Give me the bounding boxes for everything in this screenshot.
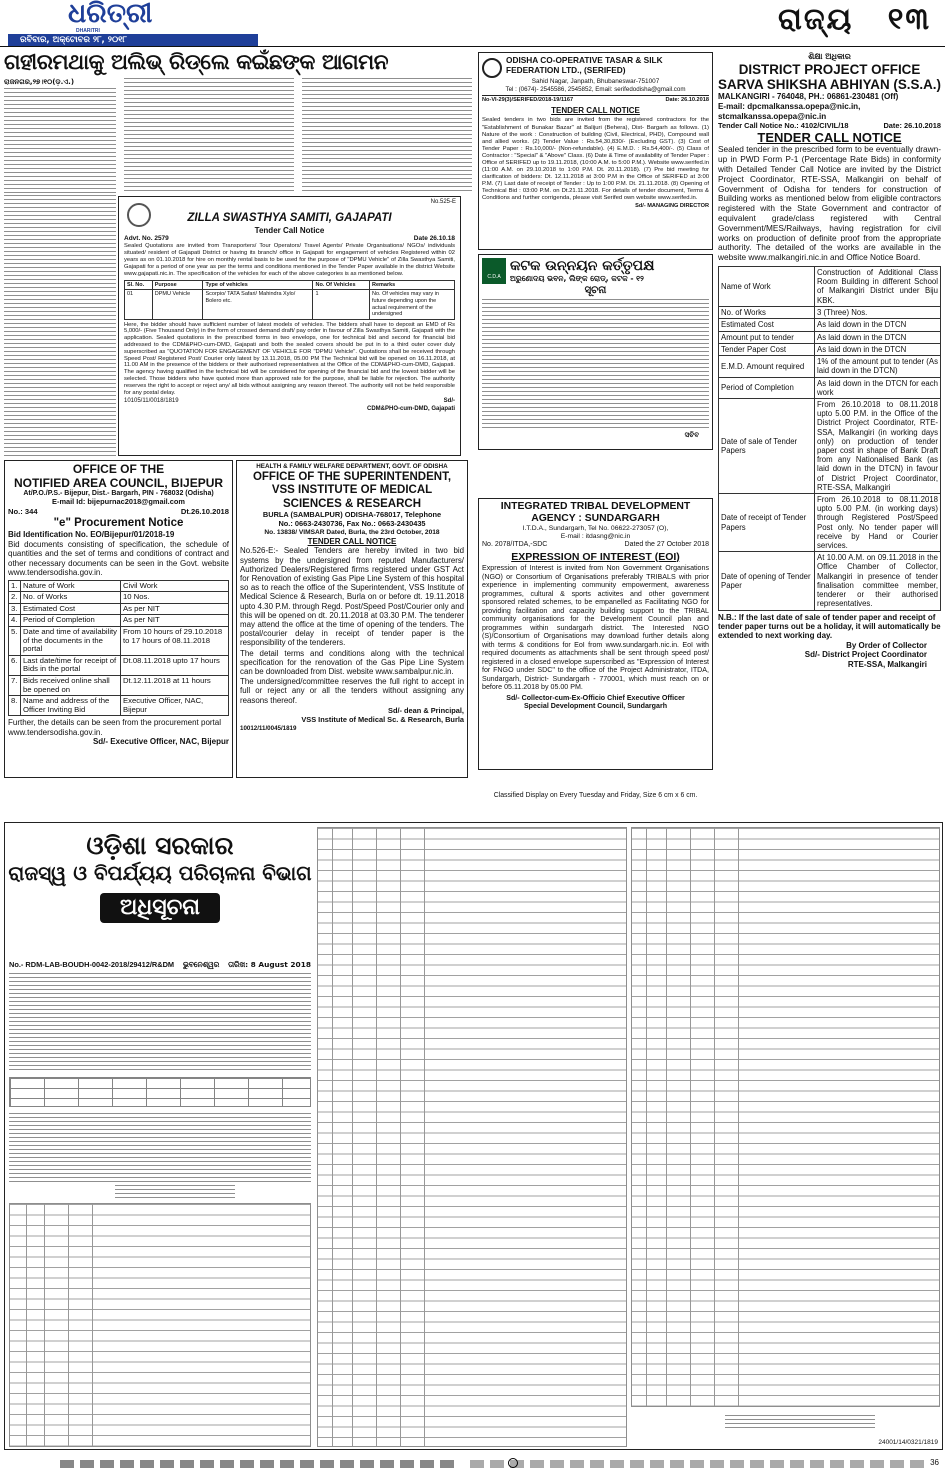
zss-sign2: CDM&PHO-cum-DMD, Gajapati <box>366 405 455 412</box>
nac-foot: Further, the details can be seen from the procurement portal www.tendersodisha.gov.in. <box>8 718 222 737</box>
itda-t1: INTEGRATED TRIBAL DEVELOPMENT <box>500 501 691 512</box>
nac-sign: Sd/- Executive Officer, NAC, Bijepur <box>92 737 229 747</box>
vss-ref2: 10012/11/0045/1819 <box>240 724 297 732</box>
ssa-table-row <box>719 552 941 610</box>
vss-dept: HEALTH & FAMILY WELFARE DEPARTMENT, GOVT. OF ODISHA <box>256 463 448 470</box>
masthead <box>0 0 945 46</box>
ssa-row-value: As laid down in the DTCN <box>815 331 941 343</box>
itda-title: EXPRESSION OF INTEREST (EOI) <box>511 550 680 563</box>
zss-sign1: Sd/- <box>443 398 455 405</box>
nac-row-label: Name and address of the Officer Inviting Bid <box>21 696 121 716</box>
itda-date: Dated the 27 October 2018 <box>624 541 709 549</box>
section-title <box>778 2 931 38</box>
ssa-addr: MALKANGIRI - 764048, PH.: 06861-230481 (Off) <box>718 91 899 101</box>
zss-th-remarks: Remarks <box>370 280 455 290</box>
tasar-body: Sealed tenders in two bids are invited from the registered contractors for the "Establishment of Bunakar Bazar" at Balijuri (Behera), Dist- Bargarh as follows. (1) Nature of the work : Construction of building (Civil, Electrical, PHD), Compound wall and allied works. (2) Tender Value : Rs.54,30,830/- (Excluding GST). (3) Cost of Tender Paper : Rs.10,000/- (Non-refundable). (4) E.M.D. : Rs.54,400/-. (5) Class of Contractor : "Special" & "Above" Class. (6) Date & Time of availability of Tender Paper : Office of SERIFED up to 19.11.2018, (10:00 A.M. to 5:00 P.M.). Website www.serifed.in (11:00 A.M. on 29.10.2018 to 1:00 P.M. Dt. 20.11.2018). (7) Pre bid meeting for clarification of bidders: Dt. 12.11.2018 at 3:00 P.M in the Office of SERIFED at 3:00 P.M. (7) Last date of receipt of Tender : Up to 1:00 P.M. Dt. 21.11.2018. (8) Opening of Technical Bid : 03:00 P.M. on Dt.21.11.2018. For details of tender document, Terms & Conditions and further corrigenda, please visit Serifed own website www.serifed.in. <box>482 117 709 202</box>
cda-addr: ଅରୁଣୋଦୟ ଭବନ, ଲିଙ୍କ ରୋଡ୍, କଟକ - ୧୨ <box>510 274 644 284</box>
ssa-email1: E-mail: dpcmalkanssa.opepa@nic.in, <box>718 101 861 111</box>
nac-table-row <box>9 580 229 592</box>
itda-body: Expression of Interest is invited from Non Government Organisations (NGO) or Consortium of Organisations preferably TRIBALS with prior experience in implementing community empowerment, awareness programmes, cultural & sports activites and other government sponsored related schemes, to be empanelled as Facilitating NGO for providing facilitation and capacity building support to the TRIBAL community organisations for the Development Council plan and programmes within sundargarh district. The Interested NGO (S)/Consortium of Organisations may download further details along with terms & conditions for EoI from www.sundargarh.nic.in. EoI with required documents as attachments shall be sent through speed post/ registered in a closed envelope superscribed as "Expression of Interest for FNGO under SDC" to the office of the Project Administrator, ITDA, Sundargarh, District- Sundargarh - 770001, which must reach on or before 05.11.2018 by 05.00 PM. <box>482 564 709 692</box>
tasar-sign: Sd/- MANAGING DIRECTOR <box>635 202 709 209</box>
nac-row-num: 1. <box>9 580 21 592</box>
ssa-row-label: Date of opening of Tender Paper <box>719 552 815 610</box>
zss-th-type: Type of vehicles <box>203 280 313 290</box>
zss-sub: Tender Call Notice <box>254 225 325 235</box>
ssa-sign2: Sd/- District Project Coordinator <box>804 650 927 660</box>
dharitri-logo <box>68 0 188 34</box>
cda-body-text <box>482 299 709 431</box>
ssa-row-value: As laid down in the DTCN for each work <box>815 377 941 398</box>
revenue-ref-foot: 24001/14/0321/1819 <box>878 1439 938 1447</box>
vss-addr: BURLA (SAMBALPUR) ODISHA-768017, Telephone <box>262 510 442 520</box>
nac-table <box>8 580 229 717</box>
ssa-table-row <box>719 267 941 307</box>
ssa-row-value: As laid down in the DTCN <box>815 319 941 331</box>
vss-tender-notice <box>236 460 468 778</box>
cda-sign: ସଚିବ <box>684 431 699 439</box>
masthead-rule <box>0 46 945 47</box>
schedule-table-left <box>9 1203 311 1447</box>
revenue-header <box>5 823 315 955</box>
nac-table-row <box>9 655 229 675</box>
zss-td-purpose: DPMU Vehicle <box>152 290 203 319</box>
nac-row-value: As per NIT <box>121 615 229 627</box>
tasar-address: Sahid Nagar, Janpath, Bhubaneswar-751007 <box>531 78 660 85</box>
print-color-bar <box>0 1456 945 1472</box>
ssa-row-label: Date of sale of Tender Papers <box>719 399 815 494</box>
ssa-table <box>718 266 941 610</box>
nac-row-value: As per NIT <box>121 603 229 615</box>
cda-logo: C.D.A <box>482 258 506 284</box>
nac-table-row <box>9 603 229 615</box>
vss-sign1: Sd/- dean & Principal, <box>388 705 464 715</box>
ssa-row-value: 1% of the amount put to tender (As laid down in the DTCN) <box>815 356 941 377</box>
ssa-row-value: From 26.10.2018 to 08.11.2018 upto 5.00 P.M. (in working days) through Registered Post/Speed Post only. No tender paper will receive by Hand or Courier services. <box>815 494 941 552</box>
vss-title: TENDER CALL NOTICE <box>307 536 397 546</box>
revenue-dept: ରାଜସ୍ୱ ଓ ବିପର୍ଯ୍ୟୟ ପରିଚାଳନା ବିଭାଗ <box>8 861 312 885</box>
ssa-date: Date: 26.10.2018 <box>883 120 941 130</box>
classified-notice: Classified Display on Every Tuesday and Friday, Size 6 cm x 6 cm. <box>493 792 698 799</box>
ssa-table-row <box>719 356 941 377</box>
nac-t1: OFFICE OF THE <box>72 462 165 476</box>
tasar-tel: Tel : (0674)- 2545586, 2545852, Email: serifedodisha@gmail.com <box>505 85 686 93</box>
ssa-row-label: No. of Works <box>719 306 815 318</box>
page-footer-number: 36 <box>930 1458 939 1467</box>
zss-td-remarks: No. Of vehicles may vary in future depending upon the actual requirement of the undersigned <box>370 290 455 319</box>
nac-row-label: Date and time of availability of the documents in the portal <box>21 626 121 655</box>
nac-dt: Dt.26.10.2018 <box>180 507 229 517</box>
itda-addr: I.T.D.A., Sundargarh, Tel No. 06622-273057 (O), <box>522 525 669 532</box>
zss-title: ZILLA SWASTHYA SAMITI, GAJAPATI <box>187 212 392 224</box>
nac-row-label: Period of Completion <box>21 615 121 627</box>
ssa-row-label: Name of Work <box>719 267 815 307</box>
revenue-notification <box>4 822 943 1450</box>
nac-row-value: Executive Officer, NAC, Bijepur <box>121 696 229 716</box>
zss-td-sl: 01 <box>125 290 153 319</box>
nac-addr: At/P.O./P.S.- Bijepur, Dist.- Bargarh, PIN - 768032 (Odisha) <box>23 490 214 497</box>
nac-email: E-mail Id: bijepurnac2018@gmail.com <box>52 497 185 507</box>
nac-row-label: No. of Works <box>21 592 121 604</box>
zss-ref: No.525-E <box>430 199 456 205</box>
lead-article <box>4 78 474 193</box>
vss-body2: The detail terms and conditions along with the technical specification for the renovation of the Gas Pipe Line System can be downloaded from Dist. website www.sambalpur.nic.in. <box>240 648 464 676</box>
logo-text: ଧରିତ୍ରୀ <box>68 0 153 29</box>
ssa-row-label: Tender Paper Cost <box>719 343 815 355</box>
ssa-sign3: RTE-SSA, Malkangiri <box>847 659 927 669</box>
cda-title: କଟକ ଉନ୍ନୟନ କର୍ତ୍ତୃପକ୍ଷ <box>510 258 655 275</box>
ssa-org2: SARVA SHIKSHA ABHIYAN (S.S.A.) <box>718 76 941 92</box>
nac-row-num: 8. <box>9 696 21 716</box>
nac-row-num: 6. <box>9 655 21 675</box>
lead-col-1 <box>4 88 116 193</box>
nac-row-num: 5. <box>9 626 21 655</box>
nac-body: Bid documents consisting of specification, the schedule of quantities and the set of terms and conditions of contract and other necessary documents can be seen in the Govt. website www.tendersodisha.gov.in. <box>8 539 229 578</box>
nac-t2: NOTIFIED AREA COUNCIL, BIJEPUR <box>13 476 224 490</box>
revenue-date: ତାରିଖ: 8 August 2018 <box>228 960 311 969</box>
nhm-logo-icon <box>127 203 151 227</box>
lead-col-3 <box>302 78 472 193</box>
tasar-org: ODISHA CO-OPERATIVE TASAR & SILK FEDERATION LTD., (SERIFED) <box>506 55 663 75</box>
cda-notice-title: ସୂଚନା <box>584 285 607 296</box>
lead-col-2 <box>124 78 294 193</box>
nac-no: No.: 344 <box>8 507 38 517</box>
ssa-table-row <box>719 306 941 318</box>
zss-th-number: No. Of Vehicles <box>313 280 370 290</box>
ssa-row-value: From 26.10.2018 to 08.11.2018 upto 5.00 P.M. in the Office of the District Project Coordinator, RTE-SSA, Malkangiri (in working days only) on production of tender paper cost in shape of Bank Draft from any Nationalised Bank (as laid down in the DTCN) in favour of District Project Coordinator, RTE-SSA, Malkangiri <box>815 399 941 494</box>
vss-t3: SCIENCES & RESEARCH <box>282 497 422 510</box>
nac-row-label: Nature of Work <box>21 580 121 592</box>
nac-row-num: 3. <box>9 603 21 615</box>
nac-table-row <box>9 675 229 695</box>
page-number: ୧୩ <box>887 2 931 37</box>
issue-date: ରବିବାର, ଅକ୍ଟୋବର ୨୮, ୨୦୧୮ <box>8 34 258 46</box>
ssa-table-row <box>719 343 941 355</box>
section-name: ରାଜ୍ୟ <box>777 2 854 37</box>
logo-sub: DHARITRI <box>76 28 100 34</box>
ssa-table-row <box>719 399 941 494</box>
tasar-ref: No-VI-29(3)/SERIFED/2018-19/1167 <box>482 97 574 104</box>
nac-table-row <box>9 592 229 604</box>
nac-row-value: Dt.12.11.2018 at 11 hours <box>121 675 229 695</box>
revenue-sign-block <box>115 1185 235 1199</box>
revenue-no: No.- RDM-LAB-BOUDH-0042-2018/29412/R&DM <box>9 960 175 969</box>
zss-th-purpose: Purpose <box>152 280 203 290</box>
itda-t2: AGENCY : SUNDARGARH <box>531 513 660 524</box>
vss-sign2: VSS Institute of Medical Sc. & Research, Burla <box>301 714 464 724</box>
ssa-row-label: Estimated Cost <box>719 319 815 331</box>
itda-email: E-mail : itdasng@nic.in <box>560 533 631 541</box>
revenue-place: ଭୁବନେଶ୍ୱର <box>182 960 220 969</box>
revenue-intro-text <box>9 973 311 1073</box>
zss-adv-no: Advt. No. 2579 <box>124 235 169 243</box>
ssa-email2: stcmalkanssa.opepa@nic.in <box>718 111 827 121</box>
nac-row-value: Dt.08.11.2018 upto 17 hours <box>121 655 229 675</box>
tasar-title: TENDER CALL NOTICE <box>551 105 640 115</box>
ssa-row-label: Period of Completion <box>719 377 815 398</box>
vss-t2: VSS INSTITUTE OF MEDICAL <box>271 484 433 497</box>
nac-row-num: 4. <box>9 615 21 627</box>
zss-table <box>124 280 455 320</box>
vss-tel: No.: 0663-2430736, Fax No.: 0663-2430435 <box>278 518 426 528</box>
vss-t1: OFFICE OF THE SUPERINTENDENT, <box>252 470 452 483</box>
zss-body: Sealed Quotations are invited from Transporters/ Tour Operators/ Travel Agents/ Private Organisations/ NGOs/ individuals situated/ resident of Gajapati District or having its branch/ office in Gajapati for engagement of vehicles Registered within 02 years as on 01.10.2018 for hire on monthly rental basis to be used for the purpose of "DPMU Vehicle" of Zilla Swasthya Samiti, Gajapati for a period of one year as per the terms and conditions mentioned in the Tender Paper available in the district Website www.gajapati.nic.in. The specification of the vehicles for each of the above categories is as mentioned below. <box>124 243 455 277</box>
itda-sign1: Sd/- Collector-cum-Ex-Officio Chief Executive Officer <box>506 693 685 702</box>
ssa-row-label: Date of receipt of Tender Papers <box>719 494 815 552</box>
zss-footer-ref: 10105/11/0018/1819 <box>124 398 179 405</box>
revenue-closing-sign <box>725 1415 875 1431</box>
revenue-govt: ଓଡ଼ିଶା ସରକାର <box>86 831 234 860</box>
nac-bijepur-notice <box>4 460 233 778</box>
nac-row-value: Civil Work <box>121 580 229 592</box>
zss-td-type: Scorpio/ TATA Safari/ Mahindra Xylo/ Bolero etc. <box>203 290 313 319</box>
ssa-tender-notice <box>716 52 943 812</box>
ssa-sign1: By Order of Collector <box>846 640 927 650</box>
nac-row-label: Estimated Cost <box>21 603 121 615</box>
ssa-ref: Tender Call Notice No.: 4102/CIVIL/18 <box>718 120 849 130</box>
vss-body: No.526-E:- Sealed Tenders are hereby invited in two bid systems by the undersigned from reputed Manufacturers/ Authorized Dealers/Registered firms registered under GST Act for Renovation of existing Gas Pipe Line System of this hospital so as to reach the office of the Superintendent, VSS Institute of Medical Science & Research, Burla on or before dt. 19.11.2018 upto 4.30 P.M. through Regd. Post/Speed Post/Courier only and this will be opened on dt. 20.11.2018 at 03.30 P.M. The tenderer may attend the office at the time of opening of the tenders. The postal/courier delay in receipt of tender paper is the responsibility of the tenderers. <box>240 546 464 648</box>
itda-sign2: Special Development Council, Sundargarh <box>523 702 668 711</box>
nac-table-row <box>9 626 229 655</box>
ssa-table-row <box>719 377 941 398</box>
tasar-date: Date: 26.10.2018 <box>665 97 709 104</box>
ssa-row-label: E.M.D. Amount required <box>719 356 815 377</box>
zss-tender-notice <box>118 196 461 456</box>
vss-ref: No. 13838/ VIMSAR Dated, Burla, the 23rd October, 2018 <box>264 528 440 536</box>
registration-mark-icon <box>508 1458 518 1468</box>
ssa-row-value: As laid down in the DTCN <box>815 343 941 355</box>
ssa-org1: DISTRICT PROJECT OFFICE <box>738 61 921 77</box>
ssa-row-value: 3 (Three) Nos. <box>815 306 941 318</box>
itda-eoi-notice <box>478 498 713 770</box>
lead-col-1-cont <box>4 195 116 457</box>
revenue-notification-title: ଅଧିସୂଚନା <box>100 893 220 923</box>
ssa-table-row <box>719 331 941 343</box>
vss-body3: The undersigned/committee reserves the full right to accept in full or reject any or all the tenders without assigning any reasons thereof. <box>240 677 464 705</box>
zss-date: Date 26.10.18 <box>413 235 455 243</box>
tasar-logo-icon <box>482 58 502 78</box>
nac-row-label: Bids received online shall be opened on <box>21 675 121 695</box>
itda-no: No. 2078/ITDA,-SDC <box>482 541 548 549</box>
nac-row-num: 2. <box>9 592 21 604</box>
tasar-tender-notice <box>478 52 713 250</box>
cda-notice <box>478 254 713 450</box>
revenue-para-text <box>9 1113 311 1183</box>
revenue-small-table <box>9 1077 311 1107</box>
nac-row-value: From 10 hours of 29.10.2018 to 17 hours of 08.11.2018 <box>121 626 229 655</box>
nac-row-label: Last date/time for receipt of Bids in the portal <box>21 655 121 675</box>
ssa-row-label: Amount put to tender <box>719 331 815 343</box>
ssa-table-row <box>719 494 941 552</box>
zss-td-number: 1 <box>313 290 370 319</box>
ssa-nb: N.B.: If the last date of sale of tender paper and receipt of tender paper turns out be a holiday, it will automatically be extended to next working day. <box>718 612 941 641</box>
nac-row-num: 7. <box>9 675 21 695</box>
nac-bid: Bid Identification No. EO/Bijepur/01/2018-19 <box>8 530 175 540</box>
ssa-row-value: At 10.00 A.M. on 09.11.2018 in the Office Chamber of Collector, Malkangiri in presence of tender finalisation committee member, tenderer or their authorised representatives. <box>815 552 941 610</box>
zss-body2: Here, the bidder should have sufficient number of latest models of vehicles. The bidders shall have to deposit an EMD of Rs 5,000/- (Five Thousand Only) in the form of crossed demand draft/ pay order in favour of Zilla Swasthya Samiti, Gajapati with the application. Sealed quotations in the prescribed forms in two envelops, one for technical bid and second for financial bid addressed to the CDM&PHO-cum-DMD, Gajapati and both the sealed covers should be put in to a third outer cover duly superscribed as "QUOTATION FOR ENGAGEMENT OF VEHICLE FOR "DPMU Vehicle". Quotations shall be received through Speed Post/ Registered Post/ Courier only latest by 13.11.2018, 05.00 PM The Technical bid will be opened on 16.11.2018, at 11.00 AM in the presence of the bidders or their authorised representatives at the Office of the CDM&PHO-cum-DMD, Gajapati. The agency having qualified in the technical bid will be considered for opening of the financial bid and the lowest bidder will be selected. Those bidders who have quoted more than approved rate for the purpose, shall be liable for rejection. The authority reserves the right to accept or reject any/ all bids without assigning any reason thereof. The authority will not be held responsible for any postal delay. <box>124 321 455 396</box>
lead-dateline: ରାଜନଗର,୨୭।୧୦(ଡ଼.ଏ.) <box>4 78 75 86</box>
ssa-body: Sealed tender in the prescribed form to be eventually drawn-up in PWD Form P-1 (Percentage Rate Bids) in conformity with Detailed Tender Call Notice are invited by the District Project Coordinator, RTE-SSA, Malkangiri on behalf of Government of Odisha for tenders for construction of Building works as mentioned below from eligible contractors registered with the State Government and contractor of equivalent grade/class registered with Central Government/MES/Railways, having registration for civil works on production of definite proof from the appropriate authority. The detailed of the works are available in the website www.malkangiri.nic.in and Office Notice Board. <box>718 144 941 263</box>
schedule-table-right <box>631 827 940 1407</box>
ssa-table-row <box>719 319 941 331</box>
lead-headline: ଗହୀରମଥାକୁ ଅଲିଭ୍ ରିଡ୍ଲେ କଇଁଛଙ୍କ ଆଗମନ <box>4 50 389 75</box>
ssa-dept: ଶିକ୍ଷା ଅଧିକାର <box>808 52 851 61</box>
schedule-table-middle <box>317 827 627 1447</box>
ssa-title: TENDER CALL NOTICE <box>757 130 902 146</box>
nac-table-row <box>9 696 229 716</box>
nac-title: "e" Procurement Notice <box>53 517 184 530</box>
zss-th-sl: Sl. No. <box>125 280 153 290</box>
ssa-row-value: Construction of Additional Class Room Building in different School of Malkangiri District under Biju KBK. <box>815 267 941 307</box>
nac-table-row <box>9 615 229 627</box>
nac-row-value: 10 Nos. <box>121 592 229 604</box>
